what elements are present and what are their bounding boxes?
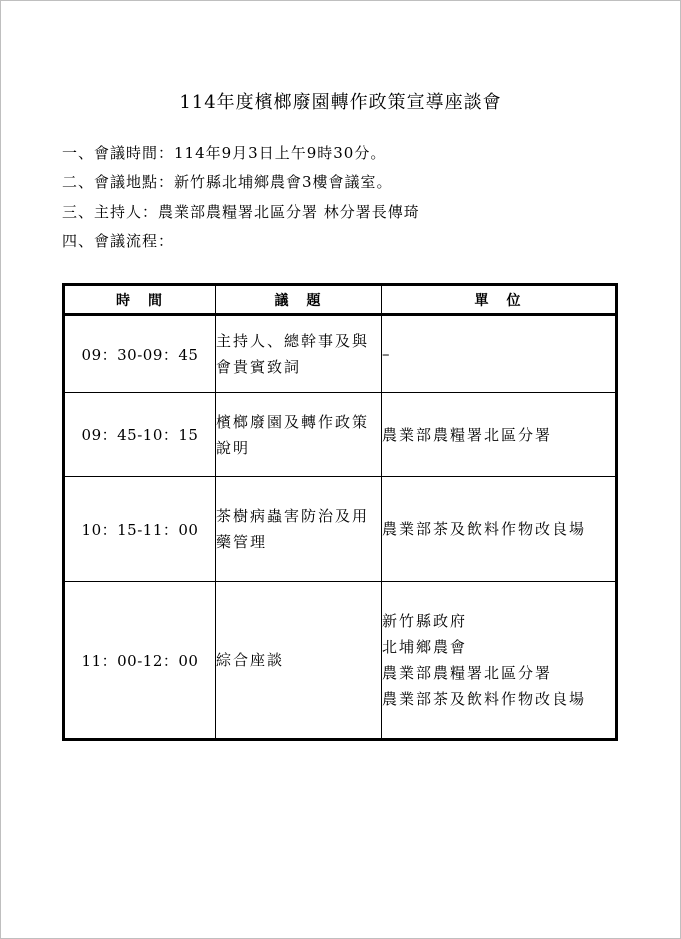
meeting-location-line: 二、會議地點：新竹縣北埔鄉農會3樓會議室。 <box>62 173 393 191</box>
row-time: 10：15-11：00 <box>64 477 216 582</box>
header-time: 時 間 <box>64 285 216 315</box>
row-time: 09：30-09：45 <box>64 315 216 393</box>
header-topic: 議 題 <box>216 285 382 315</box>
document-title: 114年度檳榔廢園轉作政策宣導座談會 <box>179 92 502 113</box>
meeting-host-line: 三、主持人：農業部農糧署北區分署 林分署長傳琦 <box>62 203 420 221</box>
row-topic: 主持人、總幹事及與會貴賓致詞 <box>216 315 382 393</box>
row-unit <box>382 477 617 582</box>
table-row <box>64 315 617 393</box>
unit-line: 新竹縣政府 <box>382 612 468 630</box>
meeting-time-line: 一、會議時間：114年9月3日上午9時30分。 <box>62 144 387 162</box>
table-row <box>64 393 617 477</box>
row-time: 09：45-10：15 <box>64 393 216 477</box>
unit-line: – <box>382 345 392 363</box>
unit-line: 農業部農糧署北區分署 <box>382 425 553 444</box>
table-row <box>64 477 617 582</box>
table-row <box>64 582 617 740</box>
header-unit: 單 位 <box>382 285 617 315</box>
unit-line: 北埔鄉農會 <box>382 638 468 656</box>
row-unit <box>382 315 617 393</box>
row-unit <box>382 582 617 740</box>
row-topic: 茶樹病蟲害防治及用藥管理 <box>216 477 382 582</box>
agenda-table <box>62 283 618 741</box>
row-unit <box>382 393 617 477</box>
table-header-row <box>64 285 617 315</box>
unit-line: 農業部茶及飲料作物改良場 <box>382 690 587 708</box>
unit-line: 農業部農糧署北區分署 <box>382 664 553 682</box>
row-topic: 檳榔廢園及轉作政策說明 <box>216 393 382 477</box>
unit-line: 農業部茶及飲料作物改良場 <box>382 520 587 538</box>
row-time: 11：00-12：00 <box>64 582 216 740</box>
meeting-agenda-heading: 四、會議流程： <box>62 232 175 250</box>
row-topic: 綜合座談 <box>216 582 382 740</box>
